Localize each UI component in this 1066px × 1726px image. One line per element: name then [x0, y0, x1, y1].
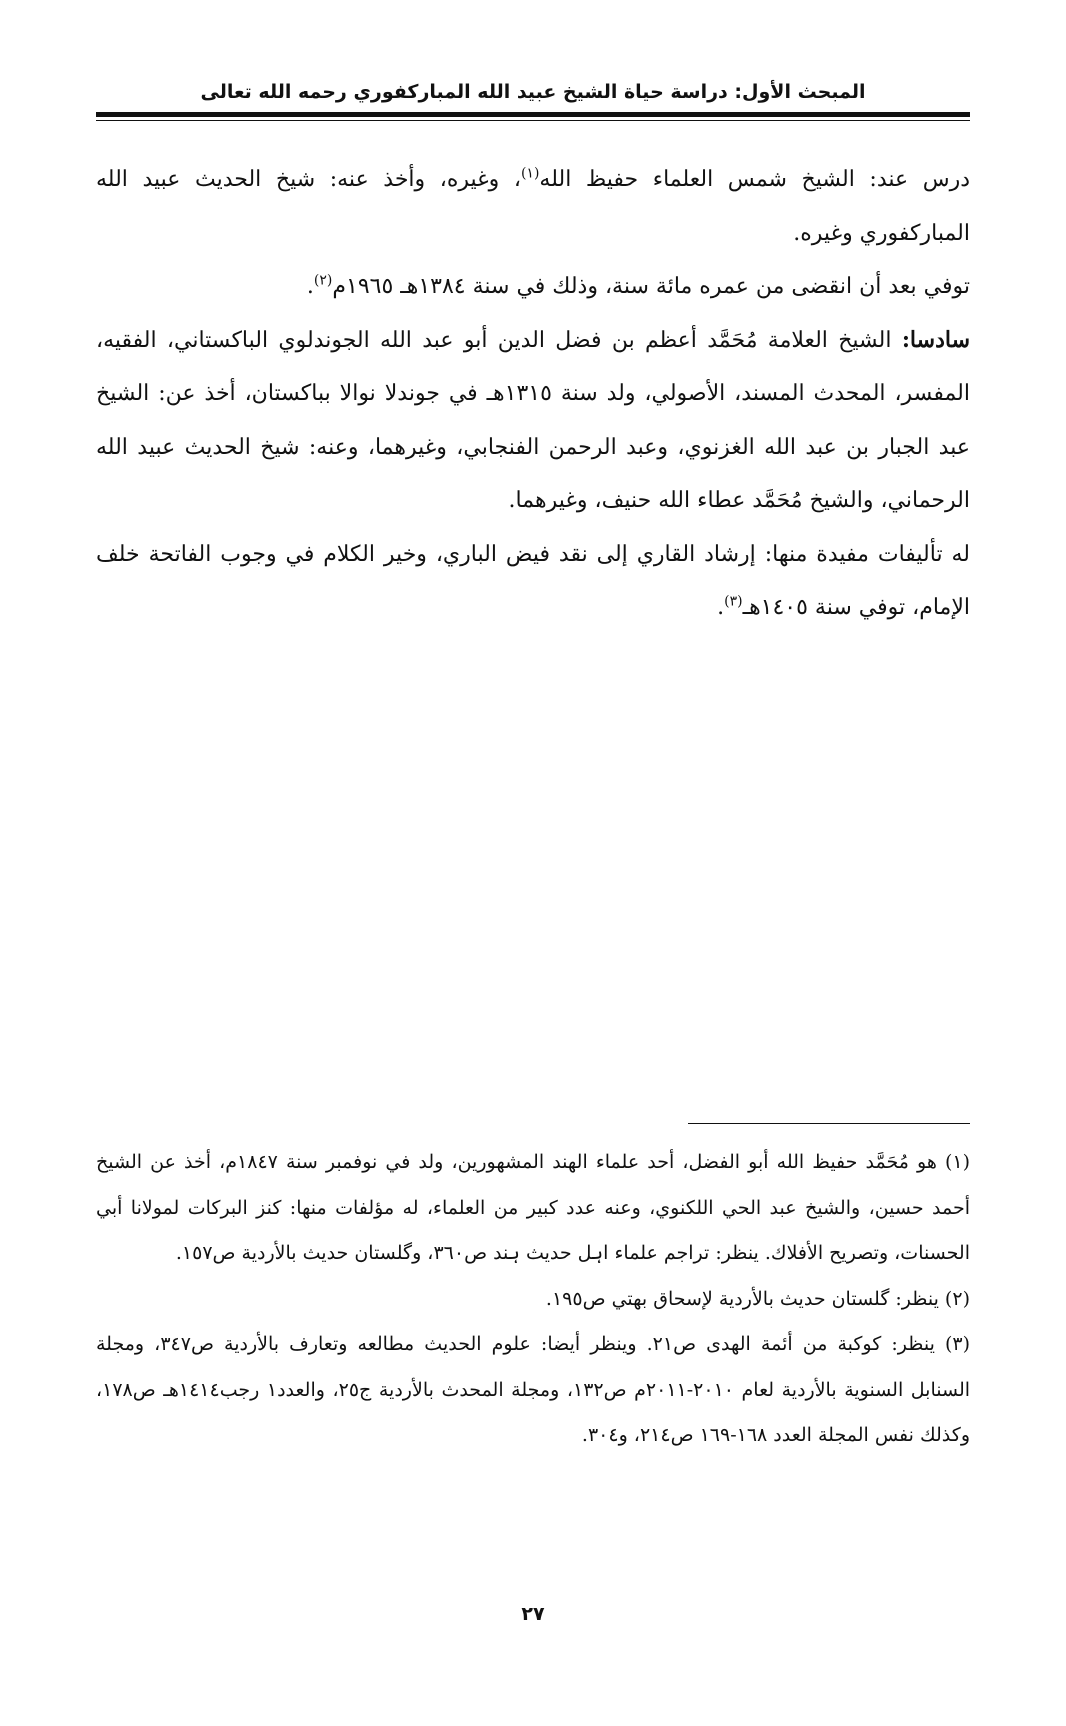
- footnote-ref-3[interactable]: (٣): [724, 593, 743, 610]
- paragraph-4-text-b: .: [717, 595, 725, 620]
- paragraph-1-text-b: ، وغيره، وأخذ عنه: شيخ الحديث عبيد الله المباركفوري وغيره.: [96, 167, 970, 246]
- paragraph-2-text-a: توفي بعد أن انقضى من عمره مائة سنة، وذلك في سنة ١٣٨٤هـ ١٩٦٥م: [332, 274, 970, 299]
- footnote-2: (٢) ينظر: گلستان حديث بالأردية لإسحاق بهتي ص١٩٥.: [545, 1287, 970, 1310]
- footnote-1: (١) هو مُحَمَّد حفيظ الله أبو الفضل، أحد علماء الهند المشهورين، ولد في نوفمبر سنة ١٨٤٧م، أخذ عن الشيخ أحمد حسين، والشيخ عبد الحي اللكنوي، وعنه عدد كبير من العلماء، له مؤلفات منها: كنز البركات لمولانا أبي الحسنات، وتصريح الأفلاك. ينظر: تراجم علماء اہل حدیث ہند ص٣٦٠، وگلستان حدیث بالأردية ص١٥٧.: [96, 1151, 971, 1264]
- running-header: المبحث الأول: دراسة حياة الشيخ عبيد الله المباركفوري رحمه الله تعالى: [200, 81, 866, 103]
- paragraph-2: [96, 260, 970, 314]
- body-text: [96, 153, 970, 635]
- footnote-ref-1[interactable]: (١): [520, 165, 540, 182]
- footnote-separator: [688, 1123, 970, 1124]
- paragraph-4-text-a: له تأليفات مفيدة منها: إرشاد القاري إلى نقد فيض الباري، وخير الكلام في وجوب الفاتحة خلف الإمام، توفي سنة ١٤٠٥هـ: [96, 541, 970, 620]
- paragraph-3-lead: سادسا:: [901, 326, 971, 353]
- footnote-ref-2[interactable]: (٢): [313, 272, 333, 289]
- paragraph-1: [96, 153, 970, 260]
- header-rule-thick: [96, 112, 970, 117]
- paragraph-2-text-b: .: [306, 274, 314, 299]
- footnotes: [96, 1140, 970, 1459]
- header-rule-thin: [96, 120, 970, 121]
- footnote-3: (٣) ينظر: كوكبة من أئمة الهدى ص٢١. وينظر أيضا: علوم الحديث مطالعه وتعارف بالأردية ص٣٤٧، ومجلة السنابل السنوية بالأردية لعام ٢٠١٠-٢٠١١م ص١٣٢، ومجلة المحدث بالأردية ج٢٥، والعدد١ رجب١٤١٤هـ ص١٧٨، وكذلك نفس المجلة العدد ١٦٨-١٦٩ ص٢١٤، و٣٠٤.: [96, 1333, 971, 1446]
- paragraph-3-text: الشيخ العلامة مُحَمَّد أعظم بن فضل الدين أبو عبد الله الجوندلوي الباكستاني، الفقيه، المفسر، المحدث المسند، الأصولي، ولد سنة ١٣١٥هـ في جوندلا نوالا بباكستان، أخذ عن: الشيخ عبد الجبار بن عبد الله الغزنوي، وعبد الرحمن الفنجابي، وغيرهما، وعنه: شيخ الحديث عبيد الله الرحماني، والشيخ مُحَمَّد عطاء الله حنيف، وغيرهما.: [96, 327, 970, 513]
- paragraph-4: [96, 528, 970, 635]
- paragraph-1-text-a: درس عند: الشيخ شمس العلماء حفيظ الله: [539, 167, 970, 192]
- page-number: ٢٧: [521, 1603, 545, 1625]
- paragraph-3: [96, 314, 970, 528]
